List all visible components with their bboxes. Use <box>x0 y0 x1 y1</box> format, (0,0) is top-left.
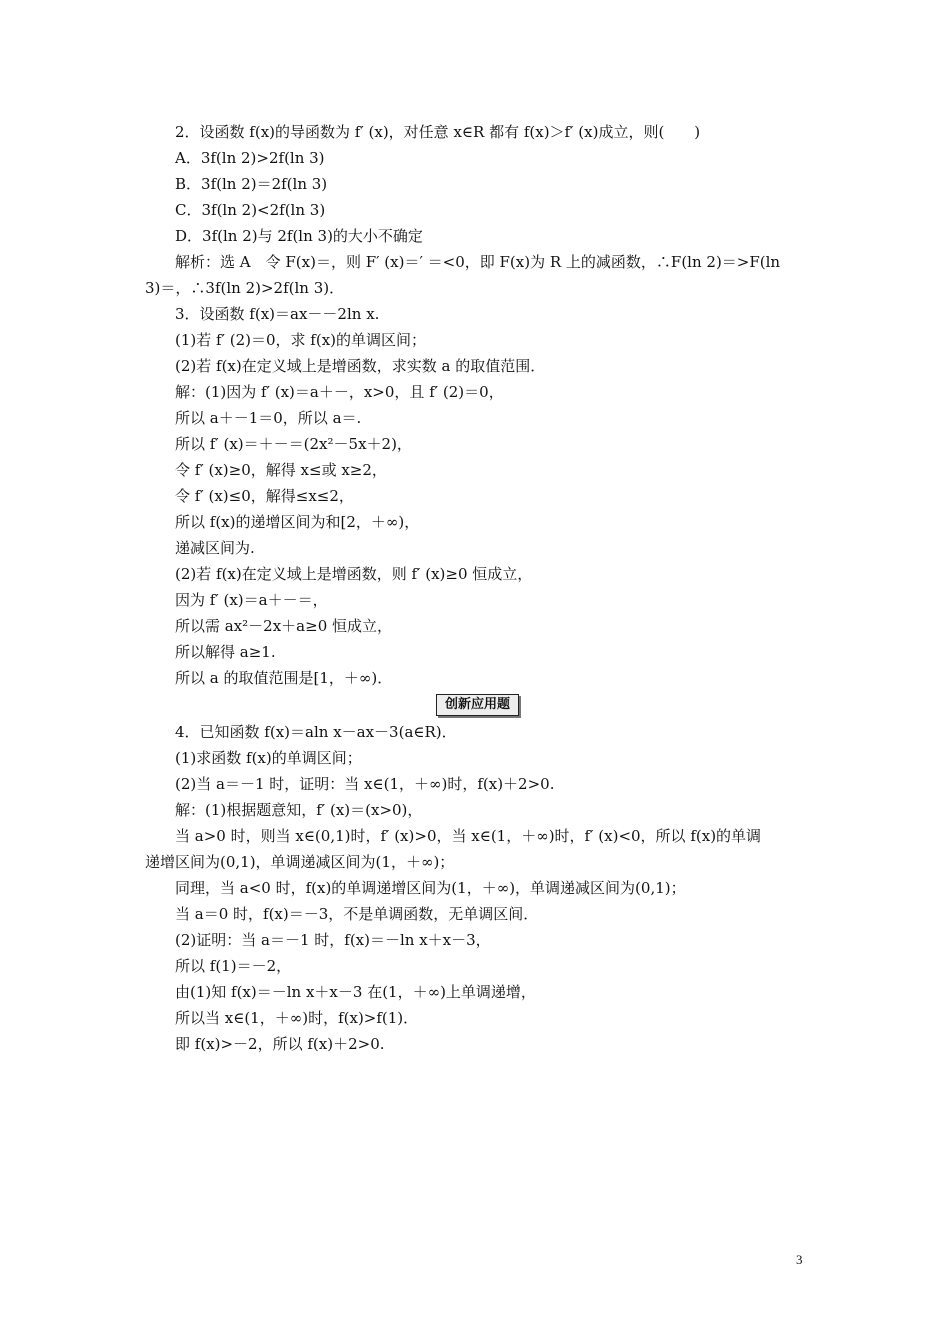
solution-line: (2)证明：当 a＝－1 时，f(x)＝－ln x＋x－3， <box>175 931 491 949</box>
solution-line: 所以 f′ (x)＝＋－＝(2x²－5x＋2)， <box>175 435 412 453</box>
option-a: A．3f(ln 2)>2f(ln 3) <box>175 149 325 167</box>
question-4-part-1: (1)求函数 f(x)的单调区间； <box>175 749 362 767</box>
solution-line: 同理，当 a<0 时，f(x)的单调递增区间为(1，＋∞)，单调递减区间为(0,1)； <box>175 879 686 897</box>
solution-line: 当 a＝0 时，f(x)＝－3，不是单调函数，无单调区间． <box>175 905 539 923</box>
question-4-part-2: (2)当 a＝－1 时，证明：当 x∈(1，＋∞)时，f(x)＋2>0. <box>175 775 555 793</box>
question-2-analysis-cont: 3)＝，∴3f(ln 2)>2f(ln 3)． <box>145 279 345 297</box>
question-2-analysis: 解析：选 A 令 F(x)＝，则 F′ (x)＝′ ＝<0，即 F(x)为 R 上的减函数，∴F(ln 2)＝>F(ln <box>175 253 781 271</box>
solution-line: 解：(1)根据题意知，f′ (x)＝(x>0)， <box>175 801 423 819</box>
solution-line: 由(1)知 f(x)＝－ln x＋x－3 在(1，＋∞)上单调递增， <box>175 983 536 1001</box>
question-3-part-1: (1)若 f′ (2)＝0，求 f(x)的单调区间； <box>175 331 427 349</box>
solution-line: 因为 f′ (x)＝a＋－＝， <box>175 591 328 609</box>
solution-line: 所以解得 a≥1. <box>175 643 276 661</box>
solution-line: 当 a>0 时，则当 x∈(0,1)时，f′ (x)>0，当 x∈(1，＋∞)时，f′ (x)<0，所以 f(x)的单调 <box>175 827 762 845</box>
solution-line: (2)若 f(x)在定义域上是增函数，则 f′ (x)≥0 恒成立， <box>175 565 533 583</box>
question-4-stem: 4．已知函数 f(x)＝aln x－ax－3(a∈R)． <box>175 723 457 741</box>
solution-line: 所以 a＋－1＝0，所以 a＝. <box>175 409 362 427</box>
solution-line: 所以 a 的取值范围是[1，＋∞)． <box>175 669 393 687</box>
section-title-badge: 创新应用题 <box>436 694 519 716</box>
solution-line: 令 f′ (x)≥0，解得 x≤或 x≥2， <box>175 461 387 479</box>
page-number: 3 <box>796 1252 803 1267</box>
question-3-part-2: (2)若 f(x)在定义域上是增函数，求实数 a 的取值范围． <box>175 357 546 375</box>
option-d: D．3f(ln 2)与 2f(ln 3)的大小不确定 <box>175 227 423 245</box>
solution-line: 所以 f(x)的递增区间为和[2，＋∞)， <box>175 513 420 531</box>
document-body <box>145 119 810 1057</box>
question-3-stem: 3．设函数 f(x)＝ax－－2ln x. <box>175 305 380 323</box>
solution-line: 所以当 x∈(1，＋∞)时，f(x)>f(1)． <box>175 1009 419 1027</box>
section-heading-row <box>145 691 810 719</box>
solution-line: 解：(1)因为 f′ (x)＝a＋－，x>0，且 f′ (2)＝0， <box>175 383 504 401</box>
option-b: B．3f(ln 2)＝2f(ln 3) <box>175 175 328 193</box>
solution-line-cont: 递增区间为(0,1)，单调递减区间为(1，＋∞)； <box>145 853 455 871</box>
option-c: C．3f(ln 2)<2f(ln 3) <box>175 201 326 219</box>
solution-line: 递减区间为. <box>175 539 255 557</box>
solution-line: 令 f′ (x)≤0，解得≤x≤2， <box>175 487 354 505</box>
solution-line: 所以需 ax²－2x＋a≥0 恒成立， <box>175 617 393 635</box>
solution-line: 所以 f(1)＝－2， <box>175 957 292 975</box>
solution-line: 即 f(x)>－2，所以 f(x)＋2>0. <box>175 1035 385 1053</box>
question-2-stem: 2．设函数 f(x)的导函数为 f′ (x)，对任意 x∈R 都有 f(x)＞f′ (x)成立，则( ) <box>175 123 701 141</box>
